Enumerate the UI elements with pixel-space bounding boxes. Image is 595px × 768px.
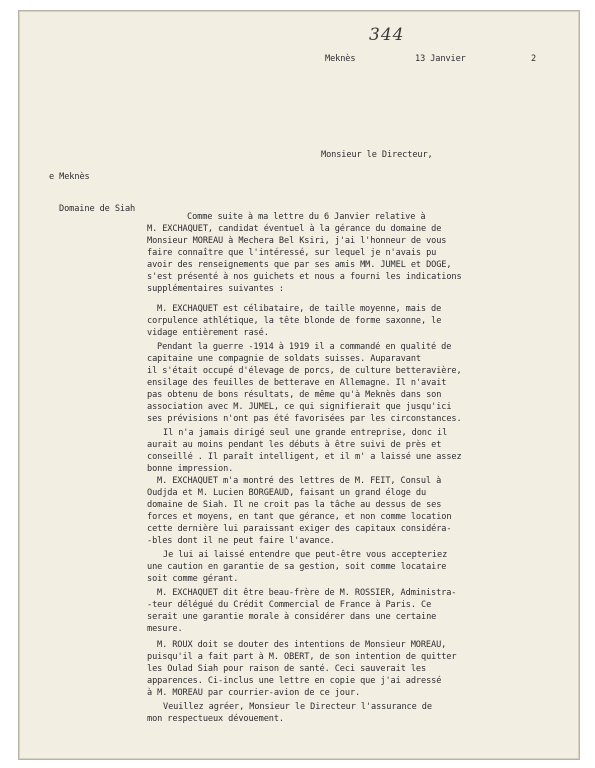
header-date: 13 Janvier: [415, 54, 466, 64]
body-line: Je lui ai laissé entendre que peut-être vous accepteriez: [163, 550, 448, 560]
body-line: M. EXCHAQUET est célibataire, de taille moyenne, mais de: [157, 304, 442, 314]
body-line: corpulence athlétique, la tête blonde de forme saxonne, le: [147, 316, 442, 326]
body-line: cette dernière lui paraissant exiger des capitaux considéra-: [147, 524, 452, 534]
body-line: Il n'a jamais dirigé seul une grande entreprise, donc il: [163, 428, 448, 438]
body-line: Pendant la guerre -1914 à 1919 il a commandé en qualité de: [157, 342, 452, 352]
body-line: soit comme gérant.: [147, 574, 239, 584]
body-line: aurait au moins pendant les débuts à être suivi de près et: [147, 440, 442, 450]
body-line: les Oulad Siah pour raison de santé. Ceci sauverait les: [147, 664, 427, 674]
body-line: association avec M. JUMEL, ce qui signifierait que jusqu'ici: [147, 402, 452, 412]
body-line: Monsieur MOREAU à Mechera Bel Ksiri, j'ai l'honneur de vous: [147, 236, 447, 246]
sender-location: e Meknès: [49, 172, 90, 182]
body-line: pas obtenu de bons résultats, de même qu'à Meknès dans son: [147, 390, 442, 400]
body-line: M. EXCHAQUET m'a montré des lettres de M. FEIT, Consul à: [157, 476, 442, 486]
body-line: à M. MOREAU par courrier-avion de ce jour.: [147, 688, 361, 698]
header-page-number: 2: [531, 54, 537, 64]
handwritten-page-number: 344: [369, 25, 405, 45]
header-city: Meknès: [325, 54, 356, 64]
body-line: Oudjda et M. Lucien BORGEAUD, faisant un grand éloge du: [147, 488, 427, 498]
closing-line: Veuillez agréer, Monsieur le Directeur l'assurance de: [163, 702, 432, 712]
body-line: vidage entièrement rasé.: [147, 328, 269, 338]
body-line: M. EXCHAQUET, candidat éventuel à la gérance du domaine de: [147, 224, 442, 234]
body-line: domaine de Siah. Il ne croit pas la tâche au dessus de ses: [147, 500, 442, 510]
body-line: bonne impression.: [147, 464, 234, 474]
body-line: ensilage des feuilles de betterave en Allemagne. Il n'avait: [147, 378, 447, 388]
body-line: avoir des renseignements que par ses amis MM. JUMEL et DOGE,: [147, 260, 452, 270]
closing-line: mon respectueux dévouement.: [147, 714, 284, 724]
body-line: faire connaître que l'intéressé, sur lequel je n'avais pu: [147, 248, 437, 258]
body-line: il s'était occupé d'élevage de porcs, de culture betteravière,: [147, 366, 462, 376]
body-line: mesure.: [147, 624, 183, 634]
reference-subject: Domaine de Siah: [59, 204, 136, 214]
body-line: -bles dont il ne peut faire l'avance.: [147, 536, 335, 546]
body-line: puisqu'il a fait part à M. OBERT, de son intention de quitter: [147, 652, 457, 662]
body-line: -teur délégué du Crédit Commercial de France à Paris. Ce: [147, 600, 432, 610]
body-line: supplémentaires suivantes :: [147, 284, 284, 294]
body-line: apparences. Ci-inclus une lettre en copie que j'ai adressé: [147, 676, 442, 686]
body-line: forces et moyens, en tant que gérance, et non comme location: [147, 512, 452, 522]
body-line: Comme suite à ma lettre du 6 Janvier relative à: [187, 212, 426, 222]
body-line: une caution en garantie de sa gestion, soit comme locataire: [147, 562, 447, 572]
body-line: s'est présenté à nos guichets et nous a fourni les indications: [147, 272, 462, 282]
body-line: M. ROUX doit se douter des intentions de Monsieur MOREAU,: [157, 640, 447, 650]
body-line: M. EXCHAQUET dit être beau-frère de M. ROSSIER, Administra-: [157, 588, 457, 598]
body-line: ses prévisions n'ont pas été favorisées par les circonstances.: [147, 414, 462, 424]
letter-page: [18, 10, 580, 760]
body-line: serait une garantie morale à considérer dans une certaine: [147, 612, 437, 622]
body-line: conseillé . Il paraît intelligent, et il m' a laissé une assez: [147, 452, 462, 462]
body-line: capitaine une compagnie de soldats suisses. Auparavant: [147, 354, 421, 364]
salutation-addressee: Monsieur le Directeur,: [321, 150, 433, 160]
